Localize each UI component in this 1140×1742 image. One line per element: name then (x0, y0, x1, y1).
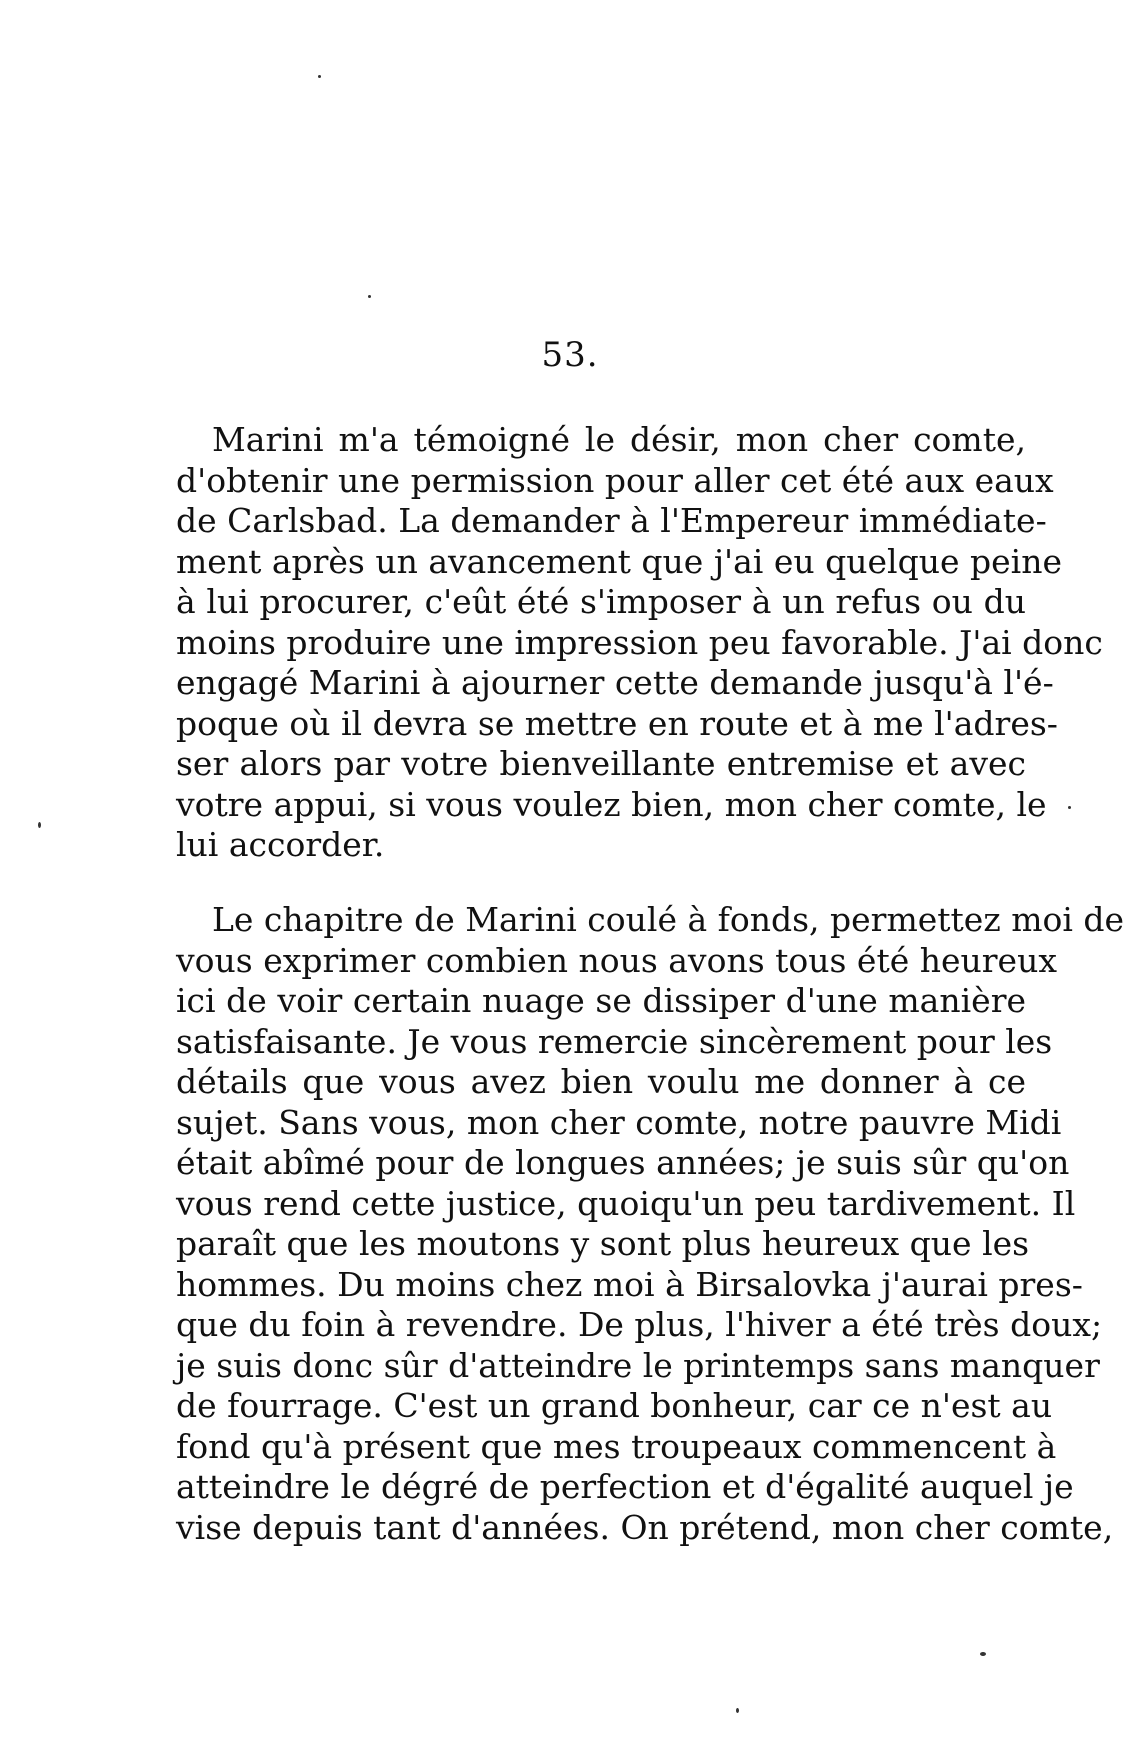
text-line: ment après un avancement que j'ai eu quelque peine (176, 541, 1062, 581)
text-line: atteindre le dégré de perfection et d'égalité auquel je (176, 1467, 1074, 1506)
text-line: à lui procurer, c'eût été s'imposer à un refus ou du (176, 582, 1026, 621)
text-line: fond qu'à présent que mes troupeaux commencent à (176, 1426, 1057, 1466)
text-line: paraît que les moutons y sont plus heureux que les (176, 1224, 1030, 1263)
scan-speck (980, 1652, 986, 1656)
page-number: 53. (541, 335, 599, 375)
paragraph-1 (176, 420, 1103, 866)
text-line: je suis donc sûr d'atteindre le printemps sans manquer (176, 1345, 1100, 1385)
text-line: ici de voir certain nuage se dissiper d'une manière (176, 981, 1026, 1020)
text-line: détails que vous avez bien voulu me donner à ce (176, 1062, 1026, 1101)
paragraph-2 (176, 900, 1125, 1548)
text-line: vise depuis tant d'années. On prétend, mon cher comte, (176, 1507, 1114, 1547)
scan-speck (1068, 806, 1071, 809)
text-line: satisfaisante. Je vous remercie sincèrement pour les (176, 1021, 1053, 1061)
text-line: hommes. Du moins chez moi à Birsalovka j'aurai pres- (176, 1264, 1083, 1304)
text-line: engagé Marini à ajourner cette demande jusqu'à l'é- (176, 663, 1054, 702)
text-line: vous rend cette justice, quoiqu'un peu tardivement. Il (176, 1183, 1076, 1223)
text-line: sujet. Sans vous, mon cher comte, notre pauvre Midi (176, 1102, 1062, 1142)
text-line: Marini m'a témoigné le désir, mon cher comte, (212, 420, 1026, 459)
text-line: vous exprimer combien nous avons tous été heureux (176, 940, 1057, 980)
scan-speck (38, 822, 41, 828)
text-line: était abîmé pour de longues années; je suis sûr qu'on (176, 1143, 1070, 1182)
text-line: poque où il devra se mettre en route et à me l'adres- (176, 703, 1058, 743)
text-line: votre appui, si vous voulez bien, mon cher comte, le (176, 784, 1047, 824)
text-line: de Carlsbad. La demander à l'Empereur immédiate- (176, 501, 1047, 540)
scan-speck (368, 295, 371, 298)
text-line: ser alors par votre bienveillante entremise et avec (176, 744, 1026, 783)
text-line: lui accorder. (176, 825, 385, 864)
scan-speck (736, 1708, 739, 1713)
scan-speck (318, 75, 321, 78)
text-line: moins produire une impression peu favorable. J'ai donc (176, 622, 1103, 662)
text-line: que du foin à revendre. De plus, l'hiver a été très doux; (176, 1305, 1103, 1344)
text-line: de fourrage. C'est un grand bonheur, car ce n'est au (176, 1386, 1053, 1425)
text-line: Le chapitre de Marini coulé à fonds, permettez moi de (212, 900, 1125, 939)
text-line: d'obtenir une permission pour aller cet été aux eaux (176, 460, 1054, 500)
